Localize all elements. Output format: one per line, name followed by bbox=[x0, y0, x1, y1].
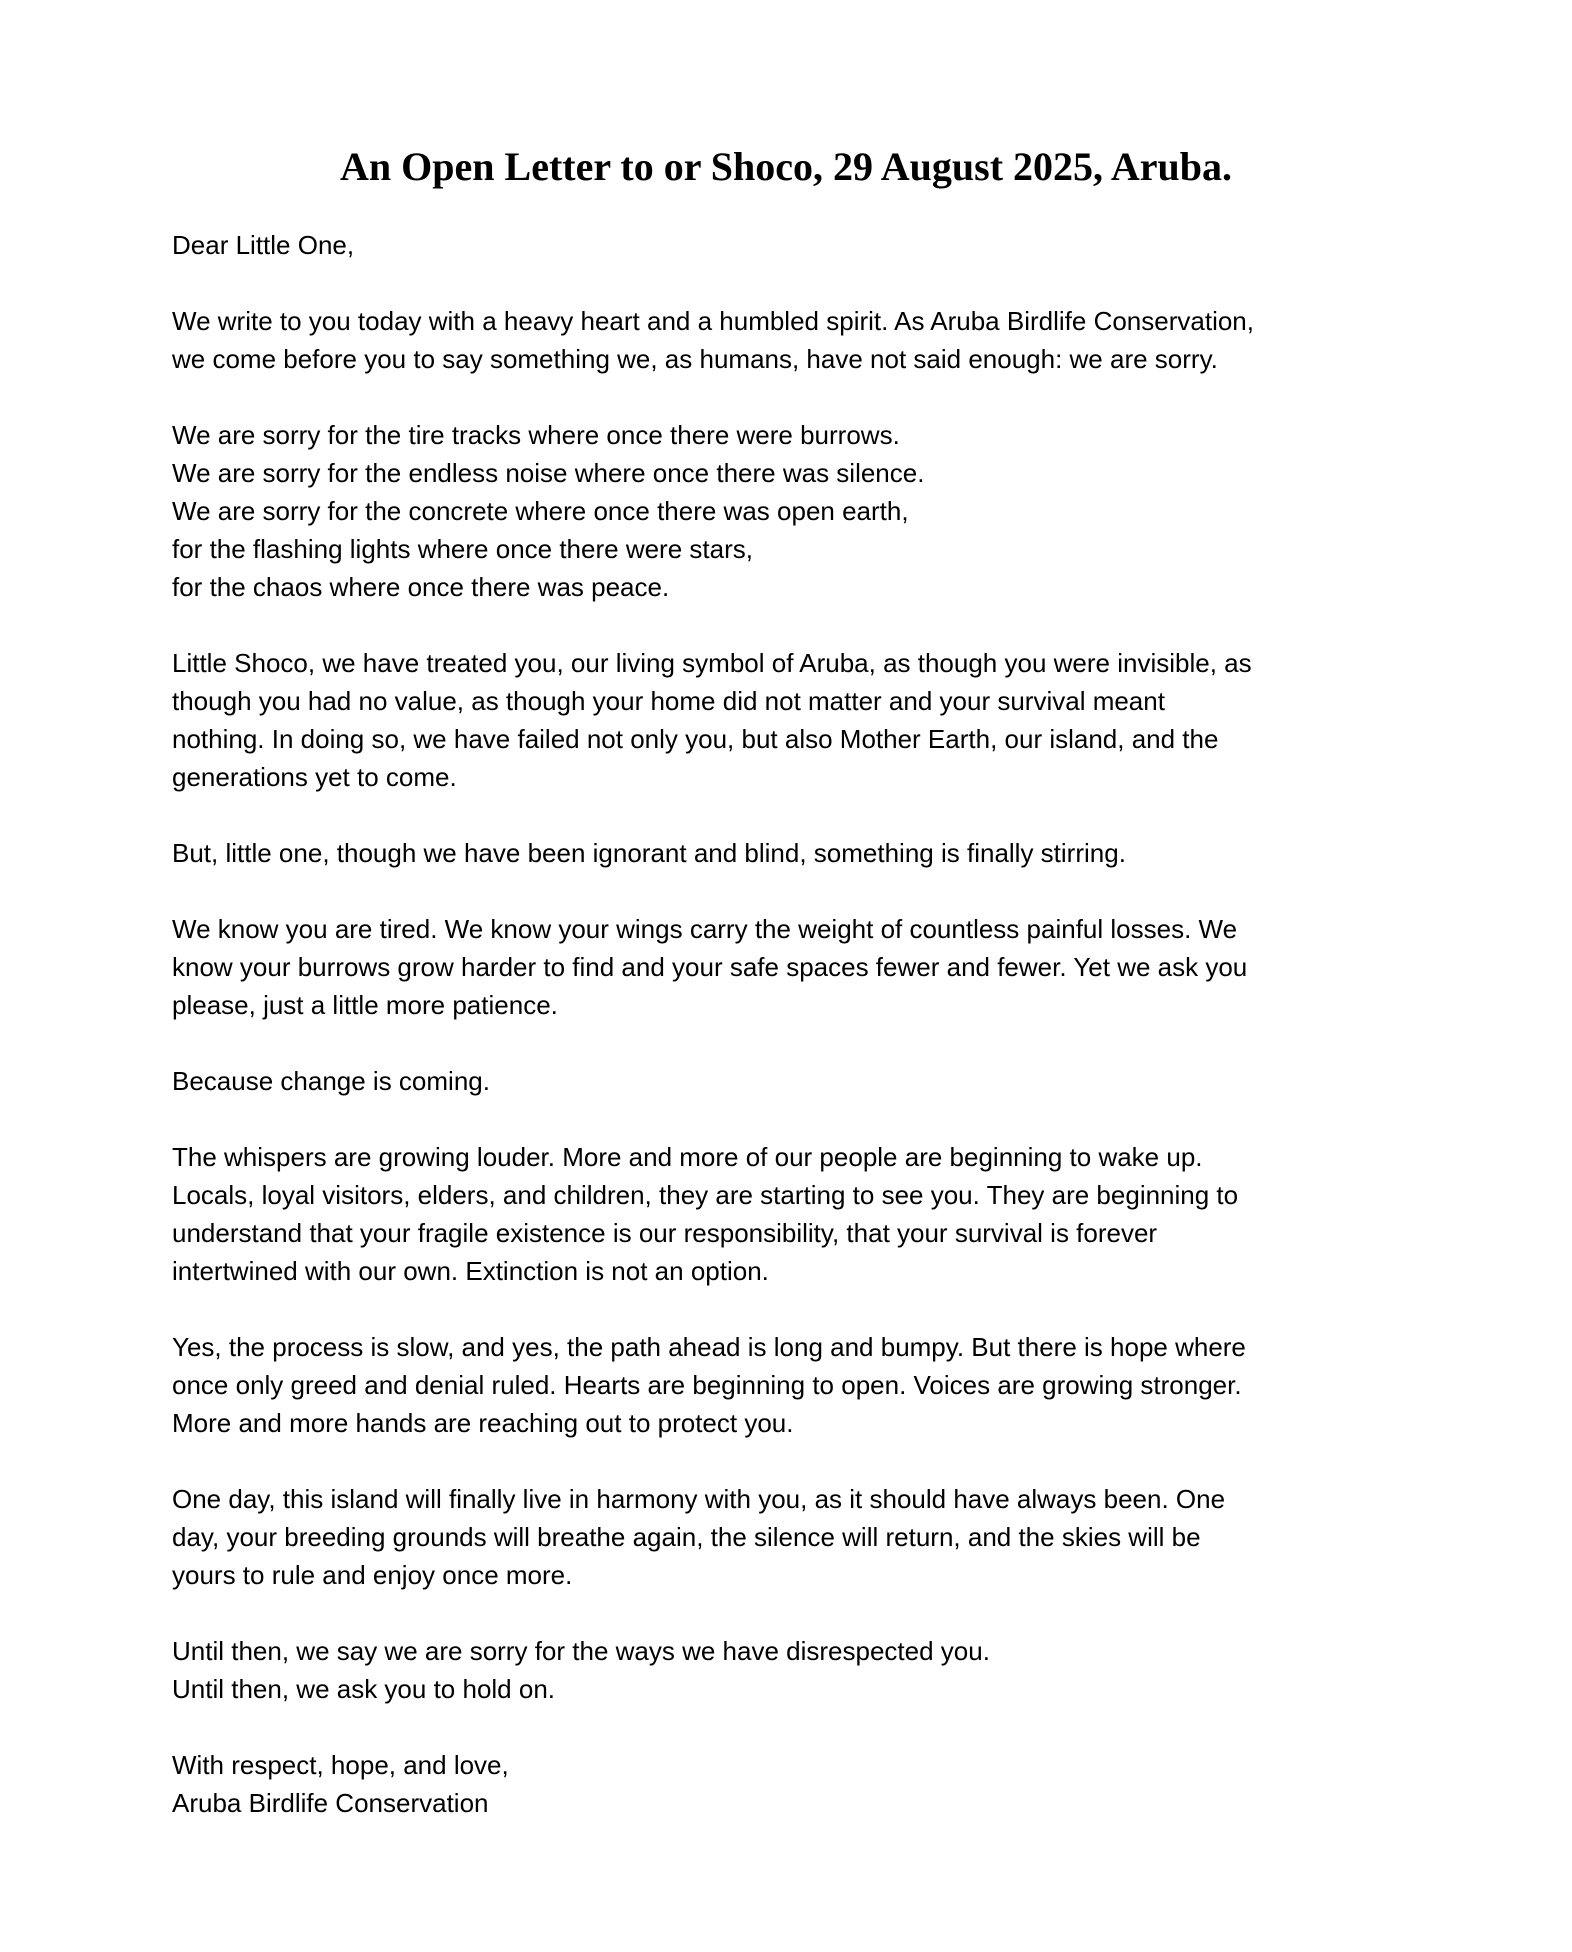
paragraph-line: Yes, the process is slow, and yes, the path ahead is long and bumpy. But there is hope where bbox=[172, 1332, 1246, 1362]
paragraph-line: We are sorry for the concrete where once there was open earth, bbox=[172, 496, 909, 526]
paragraph-line: once only greed and denial ruled. Hearts are beginning to open. Voices are growing stronger. bbox=[172, 1370, 1242, 1400]
paragraph-3 bbox=[172, 644, 1432, 796]
paragraph-line: But, little one, though we have been ignorant and blind, something is finally stirring. bbox=[172, 838, 1126, 868]
paragraph-line: generations yet to come. bbox=[172, 762, 457, 792]
paragraph-line: Until then, we say we are sorry for the ways we have disrespected you. bbox=[172, 1636, 990, 1666]
paragraph-line: Little Shoco, we have treated you, our living symbol of Aruba, as though you were invisible, as bbox=[172, 648, 1252, 678]
paragraph-line: Until then, we ask you to hold on. bbox=[172, 1674, 556, 1704]
paragraph-line: nothing. In doing so, we have failed not only you, but also Mother Earth, our island, and the bbox=[172, 724, 1219, 754]
salutation-line: Dear Little One, bbox=[172, 230, 355, 260]
salutation bbox=[172, 226, 1432, 264]
paragraph-line: day, your breeding grounds will breathe again, the silence will return, and the skies will be bbox=[172, 1522, 1201, 1552]
paragraph-line: Because change is coming. bbox=[172, 1066, 490, 1096]
paragraph-2 bbox=[172, 416, 1432, 606]
paragraph-line: More and more hands are reaching out to protect you. bbox=[172, 1408, 794, 1438]
paragraph-5 bbox=[172, 910, 1432, 1024]
paragraph-line: We write to you today with a heavy heart and a humbled spirit. As Aruba Birdlife Conservation, bbox=[172, 306, 1254, 336]
paragraph-9 bbox=[172, 1480, 1432, 1594]
paragraph-line: for the chaos where once there was peace. bbox=[172, 572, 670, 602]
paragraph-line: intertwined with our own. Extinction is not an option. bbox=[172, 1256, 769, 1286]
document-title: An Open Letter to or Shoco, 29 August 2025, Aruba. bbox=[340, 144, 1232, 189]
paragraph-line: know your burrows grow harder to find and your safe spaces fewer and fewer. Yet we ask you bbox=[172, 952, 1248, 982]
paragraph-7 bbox=[172, 1138, 1432, 1290]
signature: Aruba Birdlife Conservation bbox=[172, 1788, 489, 1818]
paragraph-line: One day, this island will finally live in harmony with you, as it should have always been. One bbox=[172, 1484, 1226, 1514]
paragraph-line: yours to rule and enjoy once more. bbox=[172, 1560, 573, 1590]
paragraph-line: for the flashing lights where once there were stars, bbox=[172, 534, 753, 564]
paragraph-line: We know you are tired. We know your wings carry the weight of countless painful losses. We bbox=[172, 914, 1238, 944]
paragraph-line: understand that your fragile existence is our responsibility, that your survival is forever bbox=[172, 1218, 1158, 1248]
paragraph-line: Locals, loyal visitors, elders, and children, they are starting to see you. They are beginning to bbox=[172, 1180, 1239, 1210]
paragraph-line: though you had no value, as though your home did not matter and your survival meant bbox=[172, 686, 1165, 716]
paragraph-4 bbox=[172, 834, 1432, 872]
paragraph-line: please, just a little more patience. bbox=[172, 990, 558, 1020]
paragraph-6 bbox=[172, 1062, 1432, 1100]
closing-line: With respect, hope, and love, bbox=[172, 1750, 509, 1780]
paragraph-line: We are sorry for the tire tracks where once there were burrows. bbox=[172, 420, 900, 450]
letter-body bbox=[172, 226, 1432, 1822]
paragraph-10 bbox=[172, 1632, 1432, 1708]
paragraph-8 bbox=[172, 1328, 1432, 1442]
paragraph-line: The whispers are growing louder. More and more of our people are beginning to wake up. bbox=[172, 1142, 1203, 1172]
paragraph-line: We are sorry for the endless noise where once there was silence. bbox=[172, 458, 925, 488]
paragraph-line: we come before you to say something we, as humans, have not said enough: we are sorry. bbox=[172, 344, 1218, 374]
closing bbox=[172, 1746, 1432, 1822]
paragraph-1 bbox=[172, 302, 1432, 378]
